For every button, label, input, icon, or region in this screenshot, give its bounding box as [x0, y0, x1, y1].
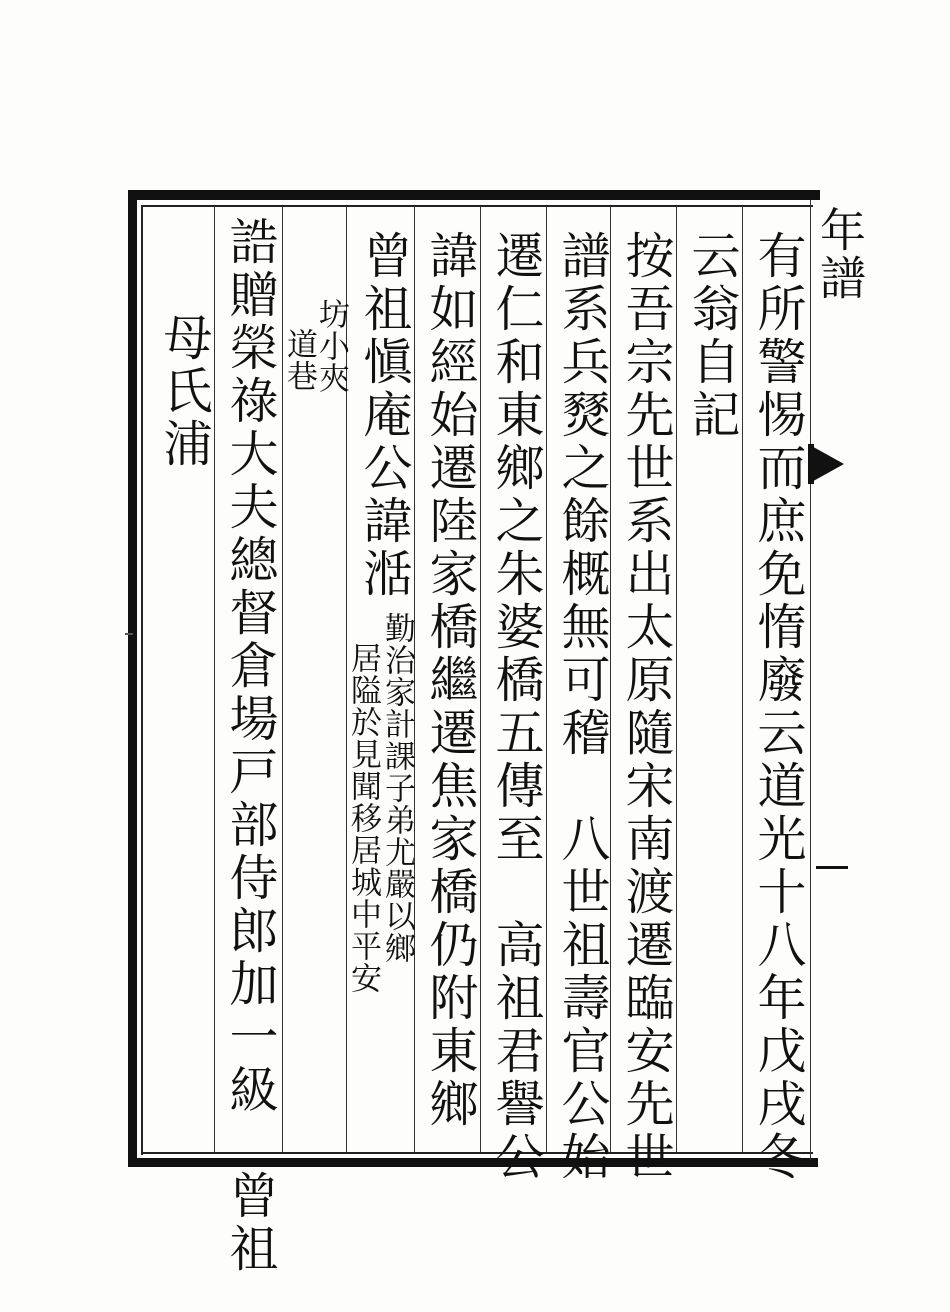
frame-top-inner-rule	[141, 205, 813, 207]
text-column-8-note-right: 坊小夾	[313, 298, 349, 394]
text-column-7-note-right: 勤治家計課子弟尤嚴以鄉	[379, 612, 415, 964]
page-number-mark	[816, 866, 848, 869]
frame-left-inner-rule	[141, 205, 143, 1155]
column-rule	[546, 207, 547, 1152]
text-column-1: 有所警惕而庶免惰廢云道光十八年戊戌冬	[750, 230, 807, 1184]
text-column-7-note-left: 居隘於見聞移居城中平安	[345, 642, 381, 994]
text-column-8-note-left: 道巷	[281, 328, 317, 392]
text-column-3: 按吾宗先世系出太原隨宋南渡遷臨安先世	[618, 230, 675, 1184]
text-column-9: 誥贈榮祿大夫總督倉場戸部侍郎加一級 曾祖	[222, 216, 279, 1276]
text-column-6: 諱如經始遷陸家橋繼遷焦家橋仍附東鄉	[422, 230, 479, 1131]
column-rule	[214, 207, 215, 1152]
column-rule	[742, 207, 743, 1152]
margin-tick	[125, 633, 133, 635]
column-rule	[676, 207, 677, 1152]
margin-title: 年譜	[813, 206, 867, 302]
column-rule	[480, 207, 481, 1152]
text-column-10: 母氏浦	[156, 312, 213, 471]
frame-left-border	[128, 190, 137, 1167]
frame-top-border	[128, 190, 820, 200]
text-column-5: 遷仁和東鄉之朱婆橋五傳至 高祖君譽公	[488, 230, 545, 1184]
text-column-7: 曾祖愼庵公諱湉	[356, 230, 413, 601]
text-column-4: 譜系兵燹之餘概無可稽 八世祖壽官公始	[554, 230, 611, 1184]
fishtail-marker	[808, 444, 844, 484]
center-margin-rule	[810, 200, 811, 1160]
text-column-2: 云翁自記	[684, 230, 741, 442]
